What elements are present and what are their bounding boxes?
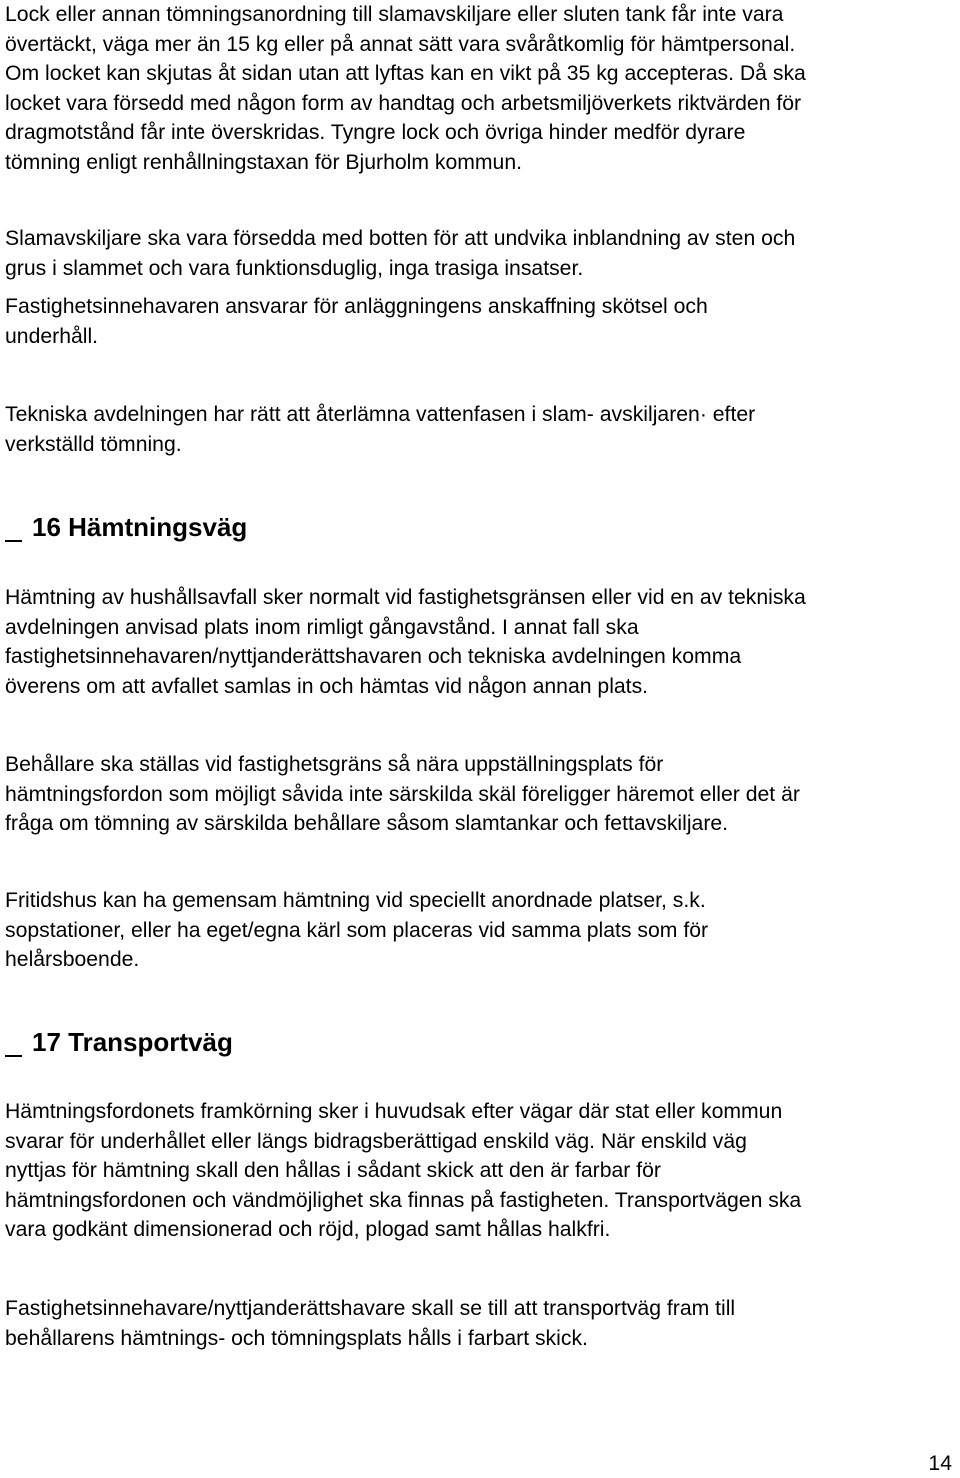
page-number: 14	[928, 1452, 952, 1475]
text-line: vara godkänt dimensionerad och röjd, plogad samt hållas halkfri.	[5, 1218, 611, 1241]
paragraph-water-return	[5, 400, 755, 459]
paragraph-transport-route	[5, 1294, 735, 1353]
text-line: Hämtningsfordonets framkörning sker i huvudsak efter vägar där stat eller kommun	[5, 1100, 783, 1123]
text-line: Fritidshus kan ha gemensam hämtning vid speciellt anordnade platser, s.k.	[5, 889, 706, 912]
heading-underline-mark	[5, 1055, 22, 1057]
paragraph-owner-responsibility	[5, 292, 708, 351]
section-heading-16-text: 16 Hämtningsväg	[32, 512, 248, 542]
text-line: övertäckt, väga mer än 15 kg eller på annat sätt vara svåråtkomlig för hämtpersonal.	[5, 32, 796, 56]
text-line: Tekniska avdelningen har rätt att återlämna vattenfasen i slam- avskiljaren· efter	[5, 403, 756, 426]
text-line: Fastighetsinnehavare/nyttjanderättshavare skall se till att transportväg fram till	[5, 1297, 736, 1320]
text-line: hämtningsfordonen och vändmöjlighet ska finnas på fastigheten. Transportvägen ska	[5, 1188, 802, 1212]
section-heading-17	[5, 1027, 233, 1057]
paragraph-holiday-homes	[5, 886, 708, 975]
text-line: Fastighetsinnehavaren ansvarar för anläggningens anskaffning skötsel och	[5, 295, 708, 318]
text-line: helårsboende.	[5, 948, 140, 971]
text-line: överens om att avfallet samlas in och hämtas vid någon annan plats.	[5, 674, 649, 698]
text-line: Behållare ska ställas vid fastighetsgräns så nära uppställningsplats för	[5, 753, 664, 776]
section-heading-17-text: 17 Transportväg	[32, 1027, 233, 1057]
section-heading-16	[5, 512, 247, 542]
paragraph-slamavskiljare	[5, 224, 795, 283]
text-line: verkställd tömning.	[5, 432, 182, 456]
text-line: behållarens hämtnings- och tömningsplats hålls i farbart skick.	[5, 1326, 588, 1350]
text-line: avdelningen anvisad plats inom rimligt gångavstånd. I annat fall ska	[5, 615, 639, 639]
heading-underline-mark	[5, 540, 22, 542]
text-line: Slamavskiljare ska vara försedda med botten för att undvika inblandning av sten och	[5, 227, 796, 250]
text-line: Om locket kan skjutas åt sidan utan att lyftas kan en vikt på 35 kg accepteras. Då ska	[5, 62, 806, 85]
text-line: Hämtning av hushållsavfall sker normalt vid fastighetsgränsen eller vid en av tekniska	[5, 586, 806, 609]
text-line: fråga om tömning av särskilda behållare såsom slamtankar och fettavskiljare.	[5, 812, 729, 835]
text-line: sopstationer, eller ha eget/egna kärl som placeras vid samma plats som för	[5, 918, 709, 942]
text-line: Lock eller annan tömningsanordning till slamavskiljare eller sluten tank får inte vara	[5, 3, 784, 26]
text-line: locket vara försedd med någon form av handtag och arbetsmiljöverkets riktvärden för	[5, 91, 802, 115]
text-line: underhåll.	[5, 324, 99, 348]
text-line: fastighetsinnehavaren/nyttjanderättshavaren och tekniska avdelningen komma	[5, 645, 742, 668]
text-line: svarar för underhållet eller längs bidragsberättigad enskild väg. När enskild väg	[5, 1129, 747, 1153]
text-line: dragmotstånd får inte överskridas. Tyngre lock och övriga hinder medför dyrare	[5, 121, 746, 144]
paragraph-lock-requirements	[5, 0, 806, 177]
paragraph-container-placement	[5, 750, 800, 839]
text-line: hämtningsfordon som möjligt såvida inte särskilda skäl föreligger häremot eller det är	[5, 782, 800, 806]
text-line: tömning enligt renhållningstaxan för Bjurholm kommun.	[5, 150, 523, 174]
text-line: grus i slammet och vara funktionsduglig, inga trasiga insatser.	[5, 256, 584, 280]
paragraph-collection-point	[5, 583, 806, 701]
text-line: nyttjas för hämtning skall den hållas i sådant skick att den är farbar för	[5, 1159, 661, 1182]
paragraph-vehicle-access	[5, 1097, 801, 1245]
